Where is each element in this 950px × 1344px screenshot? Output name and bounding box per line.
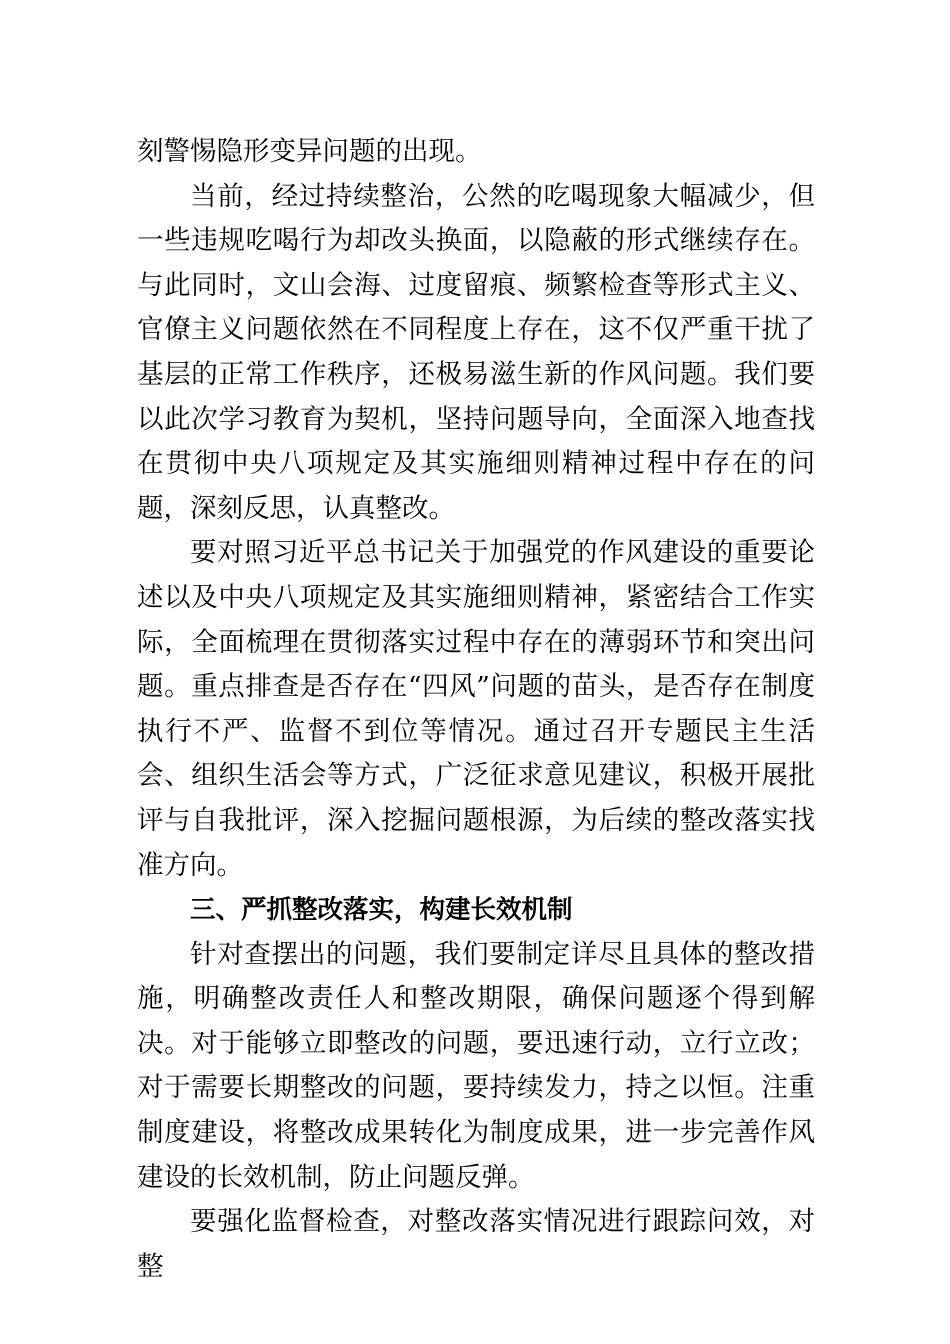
- paragraph-rectification-measures: 针对查摆出的问题，我们要制定详尽且具体的整改措施，明确整改责任人和整改期限，确保问题逐个得到解决。对于能够立即整改的问题，要迅速行动，立行立改；对于需要长期整改的问题，要持续发力，持之以恒。注重制度建设，将整改成果转化为制度成果，进一步完善作风建设的长效机制，防止问题反弹。: [137, 938, 815, 1193]
- paragraph-current-issues: 当前，经过持续整治，公然的吃喝现象大幅减少，但一些违规吃喝行为却改头换面，以隐蔽的形式继续存在。与此同时，文山会海、过度留痕、频繁检查等形式主义、官僚主义问题依然在不同程度上存在，这不仅严重干扰了基层的正常工作秩序，还极易滋生新的作风问题。我们要以此次学习教育为契机，坚持问题导向，全面深入地查找在贯彻中央八项规定及其实施细则精神过程中存在的问题，深刻反思，认真整改。: [137, 180, 815, 524]
- document-page: [137, 130, 815, 1289]
- section-heading-rectification: 三、严抓整改落实，构建长效机制: [190, 895, 573, 926]
- paragraph-review-problems: 要对照习近平总书记关于加强党的作风建设的重要论述以及中央八项规定及其实施细则精神，紧密结合工作实际，全面梳理在贯彻落实过程中存在的薄弱环节和突出问题。重点排查是否存在“四风”问题的苗头，是否存在制度执行不严、监督不到位等情况。通过召开专题民主生活会、组织生活会等方式，广泛征求意见建议，积极开展批评与自我批评，深入挖掘问题根源，为后续的整改落实找准方向。: [137, 537, 815, 881]
- paragraph-continuation: 刻警惕隐形变异问题的出现。: [137, 136, 482, 167]
- paragraph-supervision: 要强化监督检查，对整改落实情况进行跟踪问效，对整: [137, 1206, 815, 1282]
